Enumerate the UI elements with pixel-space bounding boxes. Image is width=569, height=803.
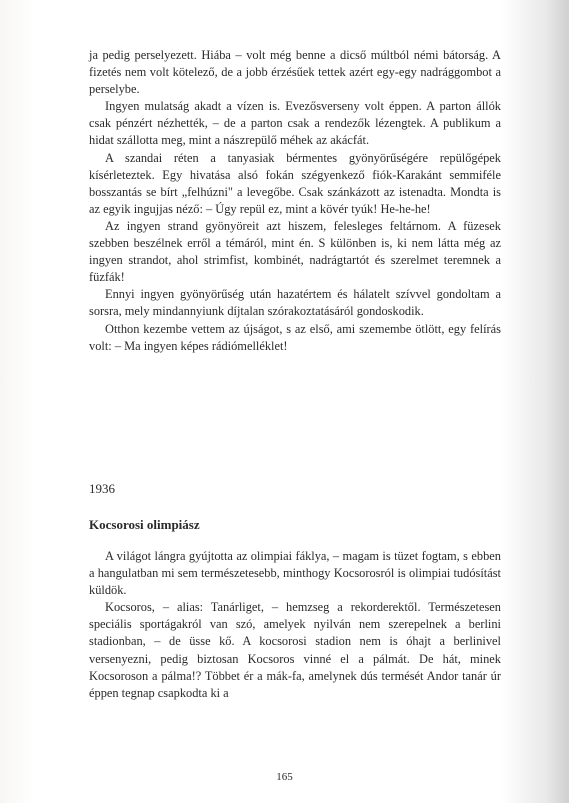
text-block-top <box>89 47 501 355</box>
paragraph: A világot lángra gyújtotta az olimpiai fáklya, – magam is tüzet fogtam, s ebben a hangulatban mi sem természetesebb, minthogy Kocsorosról is olimpiai tudósítást küldök. <box>89 549 501 598</box>
paragraph: Az ingyen strand gyönyöreit azt hiszem, felesleges feltárnom. A füzesek szebben beszélnek erről a témáról, mint én. S különben is, ki nem látta még az ingyen strandot, ahol strimfist, kombinét, nadrágtartót és szerelmet teremnek a füzfák! <box>89 218 501 285</box>
chapter-title: Kocsorosi olimpiász <box>89 517 200 532</box>
paragraph: Otthon kezembe vettem az újságot, s az első, ami szemembe ötlött, egy felírás volt: – Ma ingyen képes rádiómelléklet! <box>89 321 501 353</box>
paragraph: Kocsoros, – alias: Tanárliget, – hemzseg a rekorderektől. Természetesen speciális sportágakról van szó, amelyek nyilván nem szerepelnek a berlini stadionban, – de üsse kő. A kocsorosi stadion nem is óhajt a berlinivel versenyezni, pedig biztosan Kocsoros vinné el a pálmát. De hát, minek Kocsoroson a pálma!? Többet ér a mák-fa, amelynek dús termését Andor tanár úr éppen tegnap csapkodta ki a <box>89 600 501 700</box>
page-number: 165 <box>276 771 293 783</box>
paragraph: Ingyen mulatság akadt a vízen is. Evezősverseny volt éppen. A parton állók csak pénzért nézhették, – de a parton csak a rendezők lézengtek. A publikum a hidat szállotta meg, mint a nászrepülő méhek az akácfát. <box>89 99 501 148</box>
paragraph: Ennyi ingyen gyönyörűség után hazatértem és hálatelt szívvel gondoltam a sorsra, mely mindannyiunk díjtalan szórakoztatásáról gondoskodik. <box>89 287 501 319</box>
paragraph: ja pedig perselyezett. Hiába – volt még benne a dicső múltból némi bátorság. A fizetés nem volt kötelező, de a jobb érzésűek tettek azért egy-egy nadrággombot a perselybe. <box>89 48 501 97</box>
text-block-bottom <box>89 548 501 702</box>
year-heading: 1936 <box>89 481 115 496</box>
paragraph: A szandai réten a tanyasiak bérmentes gyönyörűségére repülőgépek kísérleteztek. Egy hivatása alsó fokán szégyenkező fiók-Karakánt semmiféle bosszantás se bírt „felhúzni" a levegőbe. Csak szánkázott az istenadta. Mondta is az egyik ingujjas néző: – Úgy repül ez, mint a kövér tyúk! He-he-he! <box>89 150 501 216</box>
